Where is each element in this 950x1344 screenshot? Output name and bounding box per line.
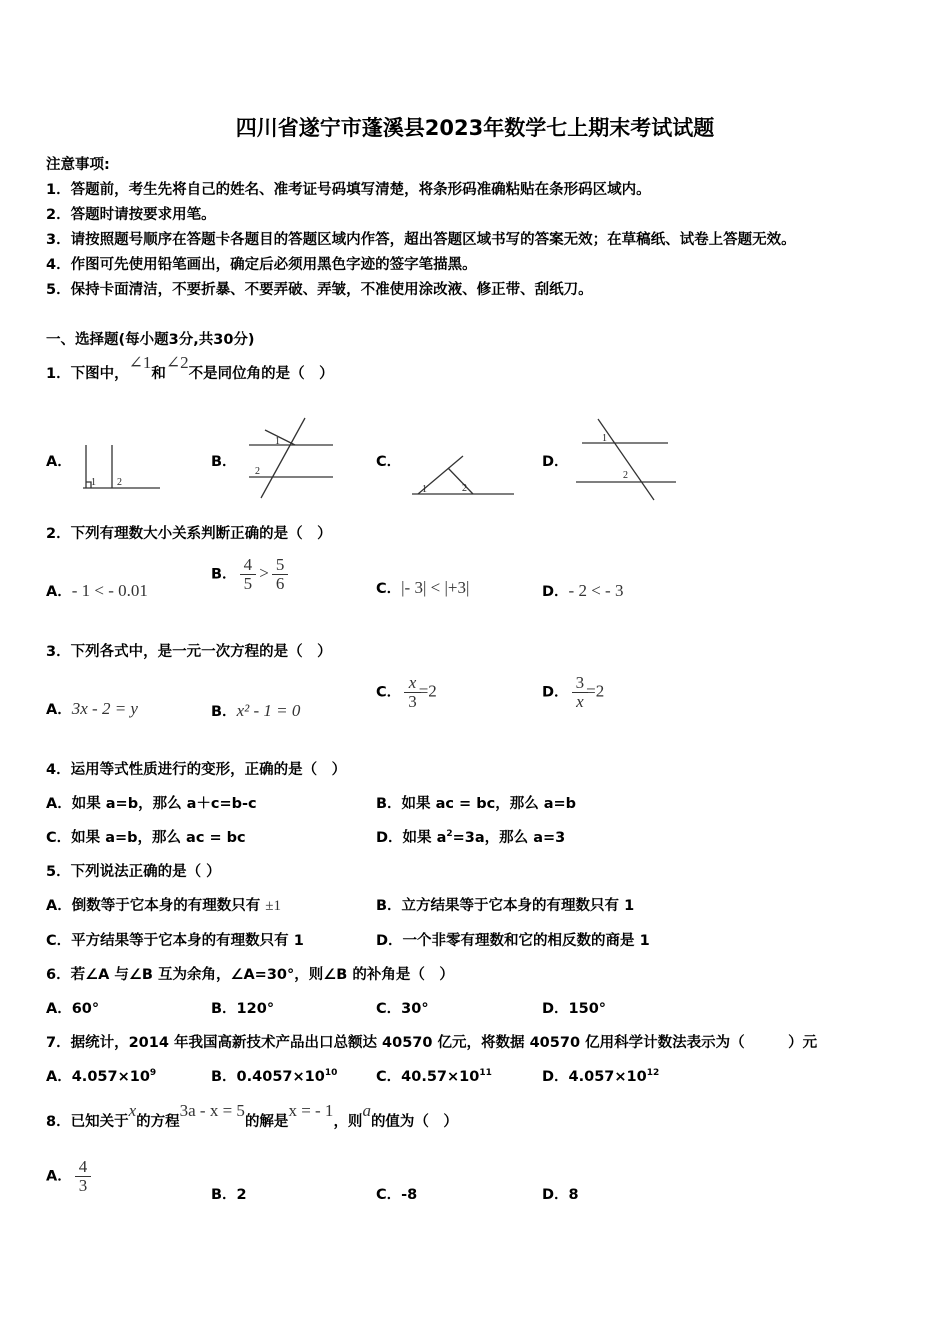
q1-figure-d [572, 414, 682, 504]
q1-figure-a [78, 440, 163, 495]
q4-option-d: D．如果 $a^2=3a$，那么 a=3 [376, 829, 566, 846]
notice-heading: 注意事项: [46, 157, 110, 173]
q1-option-d-label: D． [542, 454, 569, 470]
svg-text:2: 2 [623, 470, 628, 481]
q8-option-a: A． $\frac{4}{3}$ [46, 1158, 89, 1195]
q5-option-d: D．一个非零有理数和它的相反数的商是 1 [376, 933, 650, 949]
svg-text:2: 2 [462, 483, 467, 494]
svg-text:2: 2 [117, 477, 122, 488]
question-1-stem: 1．下图中，∠1和∠2不是同位角的是（ ） [46, 353, 334, 382]
q3-option-b: B．x² - 1 = 0 [211, 701, 301, 720]
q3-option-d: D． $\frac{3}{x}$ =2 [542, 673, 605, 711]
question-4-stem: 4．运用等式性质进行的变形，正确的是（ ） [46, 762, 347, 778]
q4-option-b: B．如果 ac = bc，那么 a=b [376, 796, 577, 812]
notice-item: 3．请按照题号顺序在答题卡各题目的答题区域内作答，超出答题区域书写的答案无效；在草稿纸、试卷上答题无效。 [46, 232, 796, 248]
q1-figure-c [408, 450, 518, 500]
notice-item: 2．答题时请按要求用笔。 [46, 207, 216, 223]
q7-option-a: A．$4.057\times 10^9$ [46, 1068, 157, 1085]
q5-option-a: A．倒数等于它本身的有理数只有 ±1 [46, 898, 282, 914]
q3-option-a: A．3x - 2 = y [46, 699, 138, 718]
q5-option-b: B．立方结果等于它本身的有理数只有 1 [376, 898, 635, 914]
angle-2-math: ∠2 [165, 353, 189, 372]
notice-item: 1．答题前，考生先将自己的姓名、准考证号码填写清楚，将条形码准确粘贴在条形码区域内。 [46, 182, 651, 198]
q7-option-b: B．$0.4057\times 10^{10}$ [211, 1068, 338, 1085]
svg-text:2: 2 [255, 466, 260, 477]
q1-option-c-label: C． [376, 454, 402, 470]
q6-option-d: D．150° [542, 1001, 607, 1017]
svg-text:1: 1 [422, 484, 427, 495]
question-8-stem: 8．已知关于x的方程3a - x = 5的解是x = - 1，则a的值为（ ） [46, 1101, 458, 1130]
q1-option-a-label: A． [46, 454, 72, 470]
q6-option-a: A．60° [46, 1001, 100, 1017]
q7-option-c: C．$40.57\times 10^{11}$ [376, 1068, 492, 1085]
q8-option-b: B．2 [211, 1187, 247, 1203]
q6-option-b: B．120° [211, 1001, 275, 1017]
q1-option-b-label: B． [211, 454, 237, 470]
q5-option-c: C．平方结果等于它本身的有理数只有 1 [46, 933, 304, 949]
notice-item: 5．保持卡面清洁，不要折暴、不要弄破、弄皱，不准使用涂改液、修正带、刮纸刀。 [46, 282, 593, 298]
q3-option-c: C． $\frac{x}{3}$ =2 [376, 673, 437, 711]
q4-option-a: A．如果 a=b，那么 a＋c=b-c [46, 796, 257, 812]
question-2-stem: 2．下列有理数大小关系判断正确的是（ ） [46, 526, 332, 542]
svg-text:1: 1 [91, 477, 96, 488]
q6-option-c: C．30° [376, 1001, 429, 1017]
q1-figure-b [243, 410, 338, 505]
q7-option-d: D．$4.057\times 10^{12}$ [542, 1068, 660, 1085]
angle-1-math: ∠1 [128, 353, 152, 372]
q8-option-d: D．8 [542, 1187, 579, 1203]
svg-text:1: 1 [602, 433, 607, 444]
q4-option-c: C．如果 a=b，那么 ac = bc [46, 830, 246, 846]
question-5-stem: 5．下列说法正确的是（ ） [46, 864, 221, 880]
question-7-stem: 7．据统计，2014 年我国高新技术产品出口总额达 40570 亿元，将数据 40570 亿用科学计数法表示为（ ）元 [46, 1035, 818, 1051]
q2-option-d: D．- 2 < - 3 [542, 581, 624, 600]
q2-option-c: C．|- 3| < |+3| [376, 578, 470, 597]
page-title: 四川省遂宁市蓬溪县2023年数学七上期末考试试题 [235, 116, 715, 140]
section-heading: 一、选择题(每小题3分,共30分) [46, 332, 255, 348]
q2-option-b: B． $\frac{4}{5}$ > $\frac{5}{6}$ [211, 556, 286, 593]
q2-option-a: A．- 1 < - 0.01 [46, 581, 148, 600]
notice-item: 4．作图可先使用铅笔画出，确定后必须用黑色字迹的签字笔描黑。 [46, 257, 477, 273]
question-3-stem: 3．下列各式中，是一元一次方程的是（ ） [46, 644, 332, 660]
q8-option-c: C．-8 [376, 1187, 418, 1203]
question-6-stem: 6．若∠A 与∠B 互为余角，∠A=30°，则∠B 的补角是（ ） [46, 967, 454, 983]
svg-text:1: 1 [275, 436, 280, 447]
